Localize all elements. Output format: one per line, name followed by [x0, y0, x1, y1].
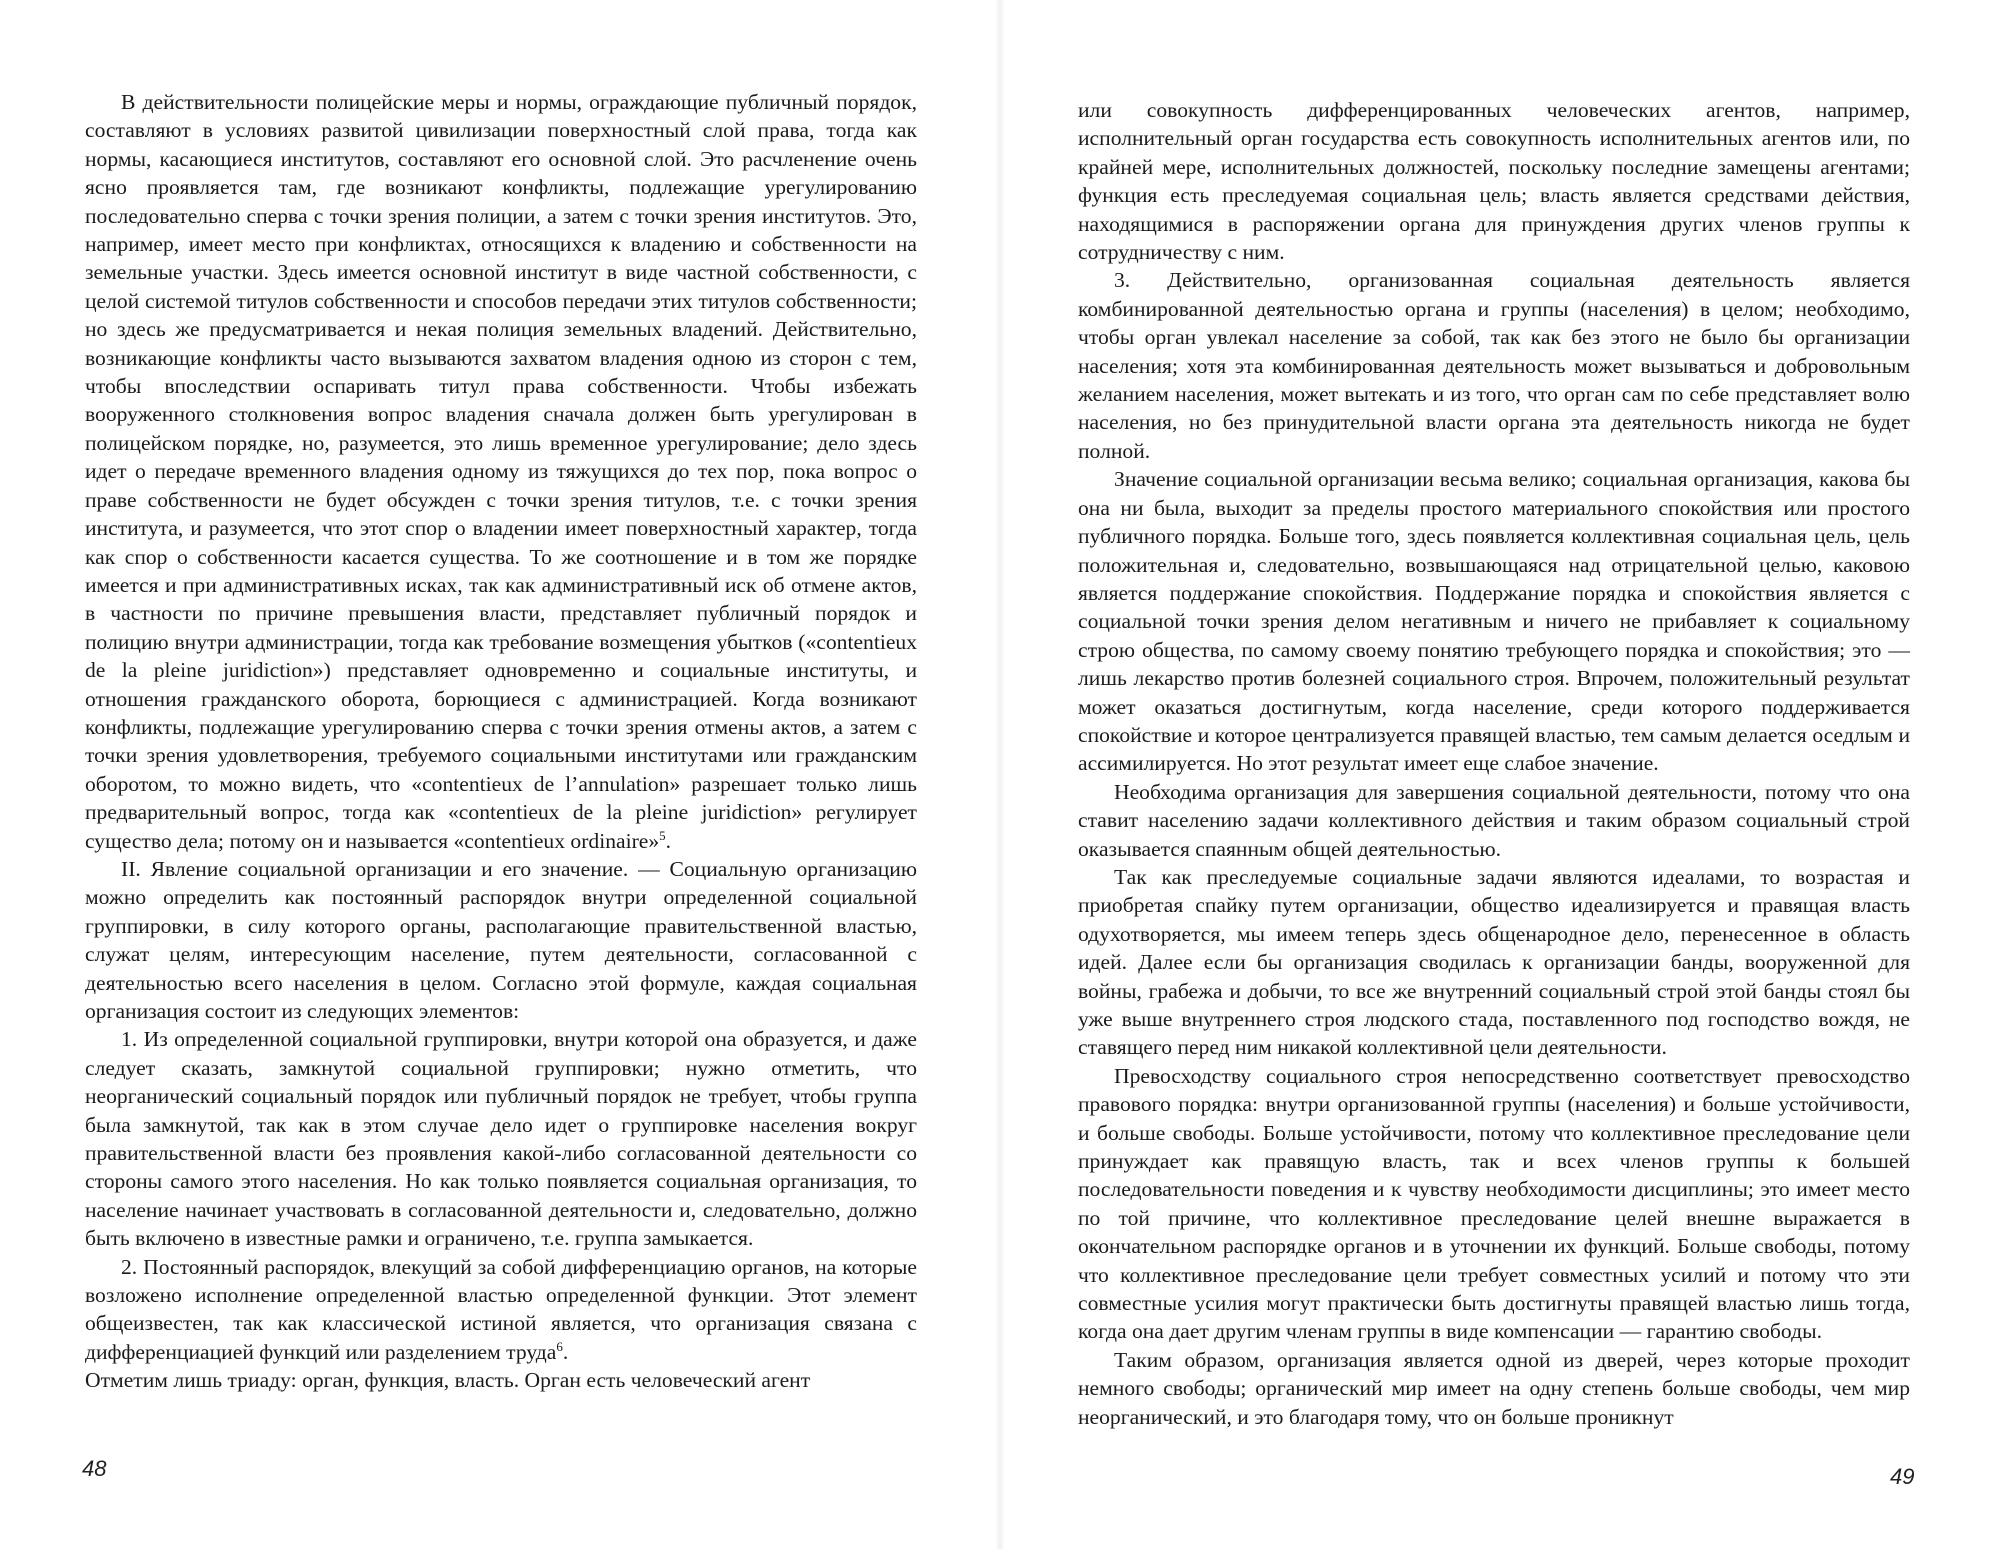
- paragraph: Значение социальной организации весьма велико; социальная организация, какова бы она ни была, выходит за пределы простого материального спокойствия или простого публичного порядка. Больше того, здесь появляется коллективная социальная цель, цель положительная и, следовательно, возвышающаяся над отрицательной целью, каковою является поддержание спокойствия. Поддержание порядка и спокойствия является с социальной точки зрения делом негативным и ничего не прибавляет к социальному строю общества, по самому своему понятию требующего порядка и спокойствия; это — лишь лекарство против болезней социального строя. Впрочем, положительный результат может оказаться достигнутым, когда население, среди которого поддерживается спокойствие и которое централизуется правящей властью, тем самым делается оседлым и ассимилируется. Но этот результат имеет еще слабое значение.: [1078, 467, 1910, 776]
- footnote-marker: 6: [556, 1338, 563, 1354]
- paragraph: II. Явление социальной организации и его значение. — Социальную организацию можно определить как постоянный распорядок внутри определенной социальной группировки, в силу которого органы, располагающие правительственной властью, служат целям, интересующим население, путем деятельности, согласованной с деятельностью всего населения в целом. Согласно этой формуле, каждая социальная организация состоит из следующих элементов:: [85, 856, 917, 1023]
- paragraph: Отметим лишь триаду: орган, функция, власть. Орган есть человеческий агент: [85, 1368, 811, 1393]
- paragraph: Так как преследуемые социальные задачи являются идеалами, то возрастая и приобретая спайку путем организации, общество идеализируется и правящая власть одухотворяется, мы имеем теперь здесь общенародное дело, перенесенное в область идей. Далее если бы организация сводилась к организации банды, вооруженной для войны, грабежа и добычи, то все же внутренний социальный строй этой банды стоял бы уже выше внутреннего строя людского стада, поставленного под господство вождя, не ставящего перед ним никакой коллективной цели деятельности.: [1078, 864, 1910, 1060]
- left-page: [85, 88, 917, 1395]
- paragraph: или совокупность дифференцированных человеческих агентов, например, исполнительный орган государства есть совокупность исполнительных агентов или, по крайней мере, исполнительных должностей, поскольку последние замещены агентами; функция есть преследуемая социальная цель; власть является средствами действия, находящимися в распоряжении органа для принуждения других членов группы к сотрудничеству с ним.: [1078, 98, 1910, 265]
- paragraph: 2. Постоянный распорядок, влекущий за собой дифференциацию органов, на которые возложено исполнение определенной властью определенной функции. Этот элемент общеизвестен, так как классической истиной является, что организация связана с дифференциацией функций или разделением труда$^6$.: [85, 1254, 917, 1364]
- paragraph: Превосходству социального строя непосредственно соответствует превосходство правового порядка: внутри организованной группы (населения) и больше устойчивости, и больше свободы. Больше устойчивости, потому что коллективное преследование цели принуждает как правящую власть, так и всех членов группы к большей последовательности поведения и к чувству необходимости дисциплины; это имеет место по той причине, что коллективное преследование целей внешне выражается в окончательном распорядке органов и в уточнении их функций. Больше свободы, потому что коллективное преследование цели требует совместных усилий и потому что эти совместные усилия могут практически быть достигнуты правящей властью лишь тогда, когда она дает другим членам группы в виде компенсации — гарантию свободы.: [1078, 1063, 1910, 1344]
- page-number-left: 48: [82, 1456, 107, 1481]
- paragraph: В действительности полицейские меры и нормы, ограждающие публичный порядок, составляют в условиях развитой цивилизации поверхностный слой права, тогда как нормы, касающиеся институтов, составляют его основной слой. Это расчленение очень ясно проявляется там, где возникают конфликты, подлежащие урегулированию последовательно сперва с точки зрения полиции, а затем с точки зрения институтов. Это, например, имеет место при конфликтах, относящихся к владению и собственности на земельные участки. Здесь имеется основной институт в виде частной собственности, с целой системой титулов собственности и способов передачи этих титулов собственности; но здесь же предусматривается и некая полиция земельных владений. Действительно, возникающие конфликты часто вызываются захватом владения одною из сторон с тем, чтобы впоследствии оспаривать титул права собственности. Чтобы избежать вооруженного столкновения вопрос владения сначала должен быть урегулирован в полицейском порядке, но, разумеется, это лишь временное урегулирование; дело здесь идет о передаче временного владения одному из тяжущихся до тех пор, пока вопрос о праве собственности не будет обсужден с точки зрения титулов, т.е. с точки зрения института, и разумеется, что этот спор о владении имеет поверхностный характер, тогда как спор о собственности касается существа. То же соотношение и в том же порядке имеется и при административных исках, так как административный иск об отмене актов, в частности по причине превышения власти, представляет публичный порядок и полицию внутри администрации, тогда как требование возмещения убытков («contentieux de la pleine juridiction») представляет одновременно и социальные институты, и отношения гражданского оборота, борющиеся с администрацией. Когда возникают конфликты, подлежащие урегулированию сперва с точки зрения отмены актов, а затем с точки зрения удовлетворения, требуемого социальными институтами или гражданским оборотом, то можно видеть, что «contentieux de l’annulation» разрешает только лишь предварительный вопрос, тогда как «contentieux de la pleine juridiction» регулирует существо дела; потому он и называется «contentieux ordinaire»$^5$.: [85, 90, 917, 853]
- book-gutter: [995, 0, 1005, 1549]
- paragraph: Таким образом, организация является одной из дверей, через которые проходит немного свободы; органический мир имеет на одну степень больше свободы, чем мир неорганический, и это благодаря тому, что он больше проникнут: [1078, 1347, 1910, 1429]
- right-page: [1078, 96, 1910, 1431]
- paragraph: 3. Действительно, организованная социальная деятельность является комбинированной деятельностью органа и группы (населения) в целом; необходимо, чтобы орган увлекал население за собой, так как без этого не было бы организации населения; хотя эта комбинированная деятельность может вызываться и добровольным желанием населения, может вытекать и из того, что орган сам по себе представляет волю населения, но без принудительной власти органа эта деятельность никогда не будет полной.: [1078, 268, 1910, 463]
- footnote-marker: 5: [659, 827, 666, 843]
- page-number-right: 49: [1890, 1464, 1915, 1489]
- paragraph: 1. Из определенной социальной группировки, внутри которой она образуется, и даже следует сказать, замкнутой социальной группировки; нужно отметить, что неорганический социальный порядок или публичный порядок не требует, чтобы группа была замкнутой, так как в этом случае дело идет о группировке населения вокруг правительственной власти без проявления какой-либо согласованной деятельности со стороны самого этого населения. Но как только появляется социальная организация, то население начинает участвовать в согласованной деятельности и, следовательно, должно быть включено в известные рамки и ограничено, т.е. группа замыкается.: [85, 1027, 917, 1251]
- paragraph: Необходима организация для завершения социальной деятельности, потому что она ставит населению задачи коллективного действия и таким образом социальный строй оказывается спаянным общей деятельностью.: [1078, 779, 1910, 861]
